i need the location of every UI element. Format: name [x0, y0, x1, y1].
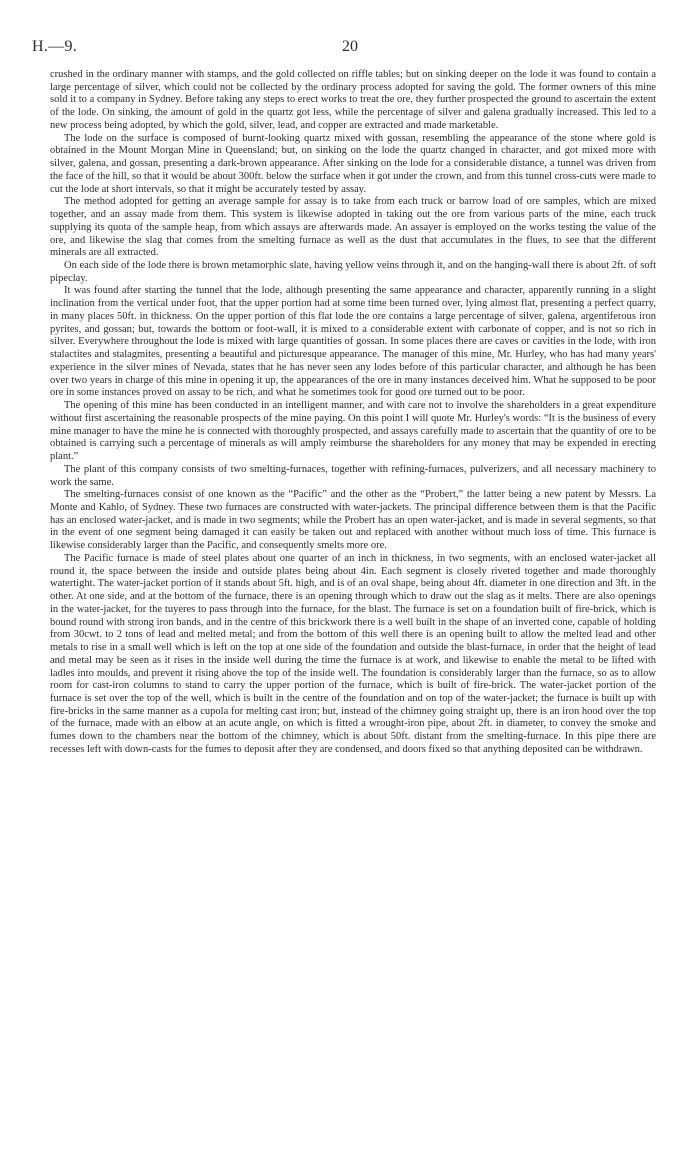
- paragraph: The opening of this mine has been conducted in an intelligent manner, and with care not to involve the shareholders in a great expenditure without first ascertaining the reasonable prospects of the mine paying. On this point I will quote Mr. Hurley's words: “It is the business of every mine manager to have the mine he is connected with thoroughly prospected, and assays carefully made to ascertain that the quantity of ore to be obtained is carrying such a percentage of minerals as will amply reimburse the shareholders for any money that may be expended in erecting plant.”: [50, 400, 656, 463]
- paragraph: crushed in the ordinary manner with stamps, and the gold collected on riffle tables; but on sinking deeper on the lode it was found to contain a large percentage of silver, which could not be collected by the ordinary process adopted for saving the gold. The former owners of this mine sold it to a company in Sydney. Before taking any steps to erect works to treat the ore, they further prospected the ground to ascertain the extent of the lode. On sinking, the amount of gold in the quartz got less, while the percentage of silver and galena gradually increased. This led to a new process being adopted, by which the gold, silver, lead, and copper are extracted and made marketable.: [50, 69, 656, 131]
- paragraph: On each side of the lode there is brown metamorphic slate, having yellow veins through it, and on the hanging-wall there is about 2ft. of soft pipeclay.: [50, 260, 656, 284]
- paragraph: The method adopted for getting an average sample for assay is to take from each truck or barrow load of ore samples, which are mixed together, and an assay made from them. This system is likewise adopted in taking out the ore from various parts of the mine, each truck supplying its quota of the sample heap, from which assays are afterwards made. An assayer is employed on the works testing the value of the ore, and likewise the slag that comes from the smelting furnace as well as the dust that accumulates in the flues, to see that the different minerals are all extracted.: [50, 196, 656, 259]
- document-reference: H.—9.: [32, 38, 78, 55]
- paragraph: The plant of this company consists of two smelting-furnaces, together with refining-furnaces, pulverizers, and all necessary machinery to work the same.: [50, 463, 656, 488]
- paragraph: The Pacific furnace is made of steel plates about one quarter of an inch in thickness, in two segments, with an enclosed water-jacket all round it, the space between the inside and outside plates being about 4in. Each segment is closely riveted together and made thoroughly watertight. The water-jacket portion of it stands about 5ft. high, and is of an oval shape, being about 4ft. diameter in one direction and 3ft. in the other. At one side, and at the bottom of the furnace, there is an opening through which to draw out the slag as it melts. There are also openings in the water-jacket, for the tuyeres to pass through into the furnace, for the blast. The furnace is set on a foundation built of fire-brick, which is bound round with strong iron bands, and in the centre of this brickwork there is a well built in the shape of an inverted cone, capable of holding from 30cwt. to 2 tons of lead and melted metal; and from the bottom of this well there is an opening built to allow the melted lead and other metals to rise in a small well which is left on the top at one side of the foundation and outside the blast-furnace, in order that the height of lead and metal may be seen as it rises in the inside well during the time the furnace is at work, and likewise to enable the metal to be lifted with ladles into moulds, and prevent it rising above the top of the inside well. The foundation is considerably larger than the furnace, so as to allow room for cast-iron columns to stand to carry the upper portion of the furnace, which is built of fire-brick. The water-jacket portion of the furnace is set over the top of the well, which is built in the centre of the foundation and on top of the water-jacket; the furnace is built up with fire-bricks in the same manner as a cupola for melting cast iron; but, instead of the chimney going straight up, there is an iron hood over the top of the furnace, made with an elbow at an acute angle, on which is fitted a wrought-iron pipe, about 2ft. in diameter, to convey the smoke and fumes down to the chambers near the bottom of the chimney, which is about 50ft. distant from the smelting-furnace. In this pipe there are recesses left with down-casts for the fumes to deposit after they are condensed, and doors fixed so that anything deposited can be withdrawn.: [50, 552, 656, 755]
- page-number: 20: [342, 38, 358, 55]
- page-header: [32, 38, 668, 58]
- paragraph: It was found after starting the tunnel that the lode, although presenting the same appearance and character, apparently running in a slight inclination from the vertical under foot, that the upper portion had at some time been turned over, lying almost flat, presenting a perfect quarry, in many places 50ft. in thickness. On the upper portion of this flat lode the ore contains a large percentage of silver, galena, argentiferous iron pyrites, and gossan; but, towards the bottom or foot-wall, it is mixed to a considerable extent with carbonate of copper, and is not so rich in silver. Everywhere throughout the lode is mixed with large quantities of gossan. In some places there are caves or cavities in the lode, with iron stalactites and stalagmites, presenting a beautiful and picturesque appearance. The manager of this mine, Mr. Hurley, who has had many years' experience in the silver mines of Nevada, states that he has never seen any lodes before of this particular character, and although he has been over two years in charge of this mine in opening it up, the appearances of the ore in many instances deceived him. What he supposed to be poor ore in some instances proved on assay to be rich, and what he sometimes took for good ore turned out to be poor.: [50, 285, 656, 399]
- paragraph: The lode on the surface is composed of burnt-looking quartz mixed with gossan, resembling the appearance of the stone where gold is obtained in the Mount Morgan Mine in Queensland; but, on sinking on the lode the quartz changed in character, and got mixed more with silver, galena, and gossan, presenting a dark-brown appearance. After sinking on the lode for a considerable distance, a tunnel was driven from the face of the hill, so that it would be about 300ft. below the surface when it got under the crown, and from this tunnel cross-cuts were made to cut the lode at short intervals, so that it might be accurately tested by assay.: [50, 132, 656, 195]
- paragraph: The smelting-furnaces consist of one known as the “Pacific” and the other as the “Probert,” the latter being a new patent by Messrs. La Monte and Kahlo, of Sydney. These two furnaces are constructed with water-jackets. The principal difference between them is that the Pacific has an enclosed water-jacket, and is made in two segments; while the Probert has an open water-jacket, and is made in several segments, so that in the event of one segment being damaged it can easily be taken out and replaced with another without much loss of time. This furnace is likewise considerably larger than the Pacific, and consequently smelts more ore.: [50, 489, 656, 552]
- body-text: [50, 69, 656, 757]
